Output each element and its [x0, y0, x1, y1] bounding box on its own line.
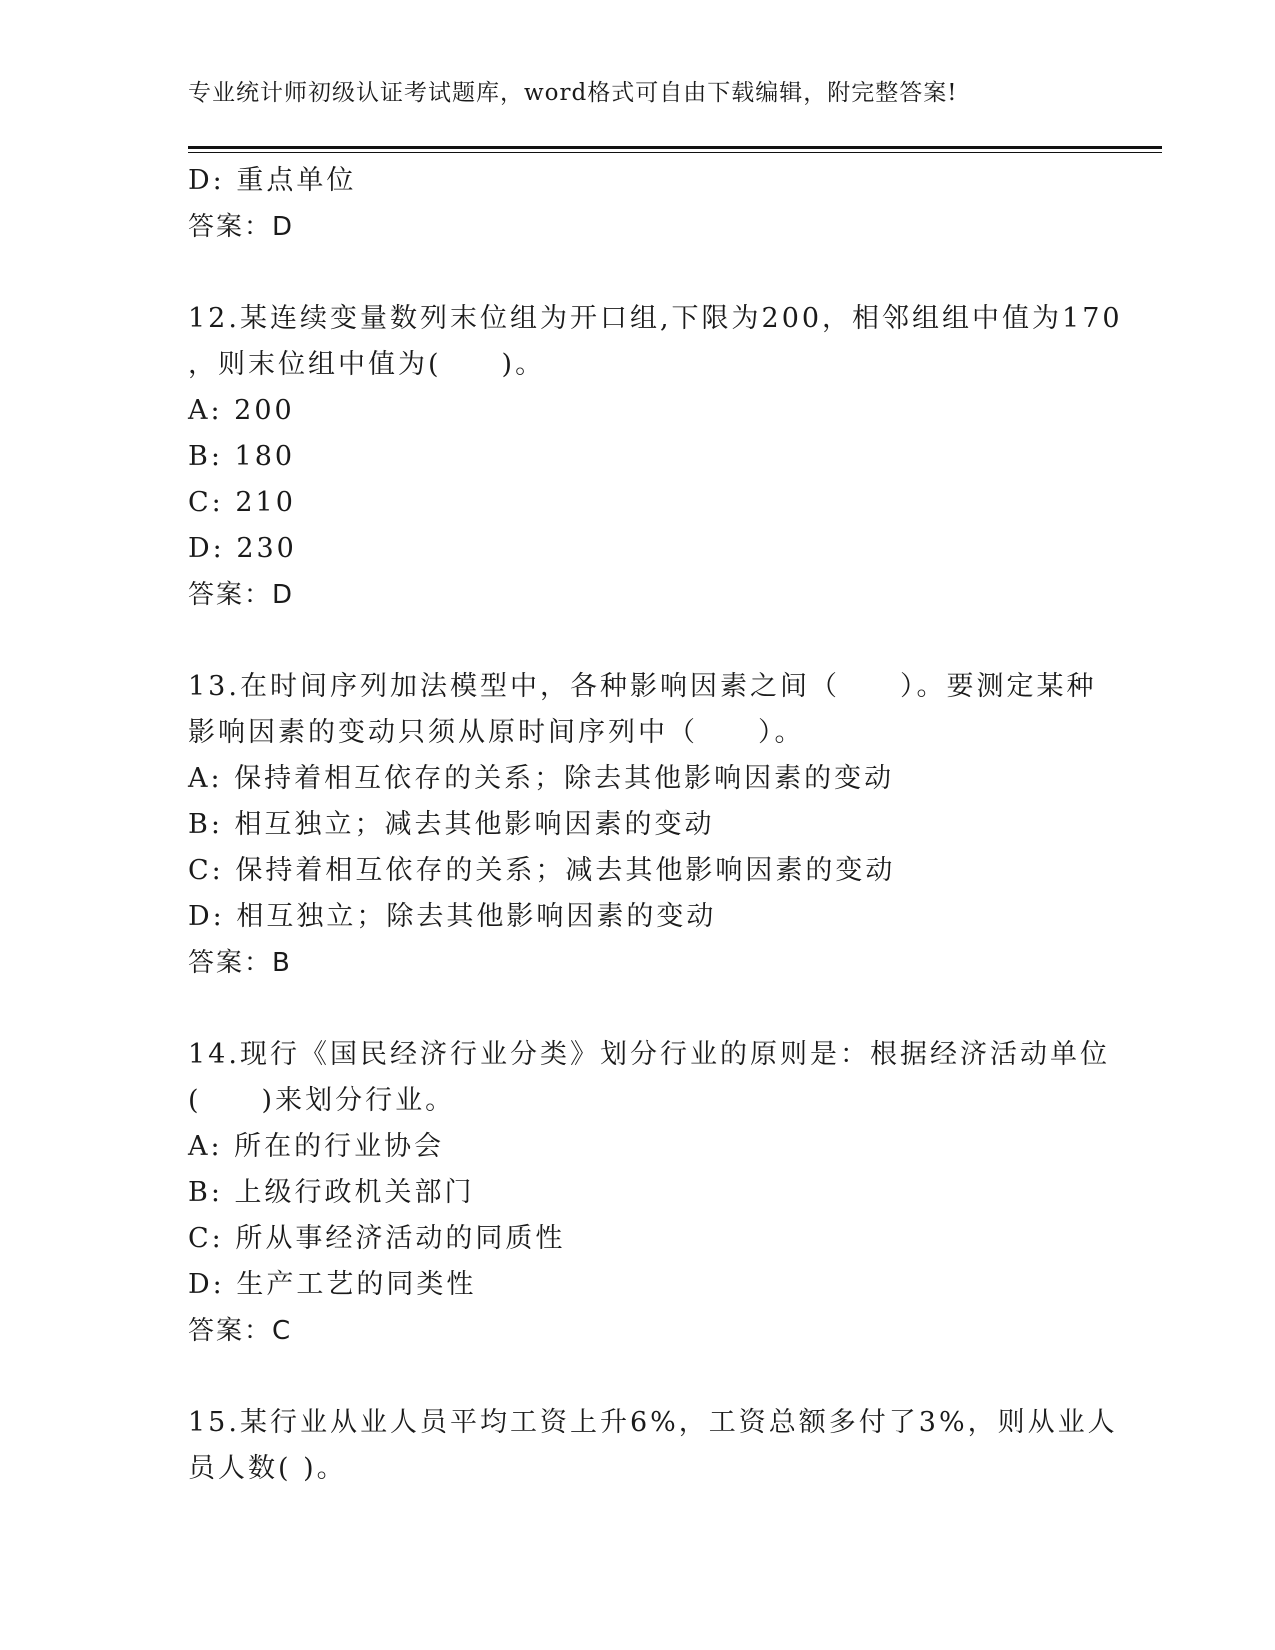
spacer — [188, 1354, 1088, 1400]
option-b: B: 相互独立；减去其他影响因素的变动 — [188, 809, 715, 840]
option-a: A: 所在的行业协会 — [188, 1131, 445, 1162]
question-stem: 12.某连续变量数列末位组为开口组,下限为200，相邻组组中值为170 — [188, 303, 1123, 334]
option-d: D: 相互独立；除去其他影响因素的变动 — [188, 901, 717, 932]
question-stem: 15.某行业从业人员平均工资上升6%，工资总额多付了3%，则从业人 — [188, 1407, 1118, 1438]
answer: 答案：C — [188, 1316, 293, 1346]
question-14 — [188, 1032, 1110, 1354]
answer: 答案：D — [188, 212, 295, 242]
option-a: A: 保持着相互依存的关系；除去其他影响因素的变动 — [188, 763, 895, 794]
question-stem: ，则末位组中值为( )。 — [188, 349, 546, 380]
question-stem: 14.现行《国民经济行业分类》划分行业的原则是：根据经济活动单位 — [188, 1039, 1110, 1070]
question-stem: 员人数( )。 — [188, 1453, 347, 1484]
header-rule-thin — [188, 152, 1162, 153]
question-13 — [188, 664, 1097, 986]
spacer — [188, 618, 1088, 664]
question-content — [188, 158, 1123, 1492]
page-header: 专业统计师初级认证考试题库，word格式可自由下载编辑，附完整答案! — [188, 80, 958, 106]
option-d: D: 230 — [188, 533, 297, 564]
option-c: C: 保持着相互依存的关系；减去其他影响因素的变动 — [188, 855, 896, 886]
question-15 — [188, 1400, 1118, 1492]
spacer — [188, 986, 1088, 1032]
spacer — [188, 250, 1088, 296]
question-stem: 13.在时间序列加法模型中，各种影响因素之间（ ）。要测定某种 — [188, 671, 1097, 702]
question-12 — [188, 296, 1123, 618]
header-rule-thick — [188, 146, 1162, 149]
option-c: C: 210 — [188, 487, 296, 518]
option-b: B: 上级行政机关部门 — [188, 1177, 475, 1208]
option-d: D: 生产工艺的同类性 — [188, 1269, 477, 1300]
option-d: D: 重点单位 — [188, 165, 357, 196]
option-a: A: 200 — [188, 395, 295, 426]
question-stem: 影响因素的变动只须从原时间序列中（ ）。 — [188, 717, 805, 748]
answer: 答案：B — [188, 948, 292, 978]
answer: 答案：D — [188, 580, 295, 610]
option-c: C: 所从事经济活动的同质性 — [188, 1223, 566, 1254]
option-b: B: 180 — [188, 441, 296, 472]
question-stem: ( )来划分行业。 — [188, 1085, 456, 1116]
